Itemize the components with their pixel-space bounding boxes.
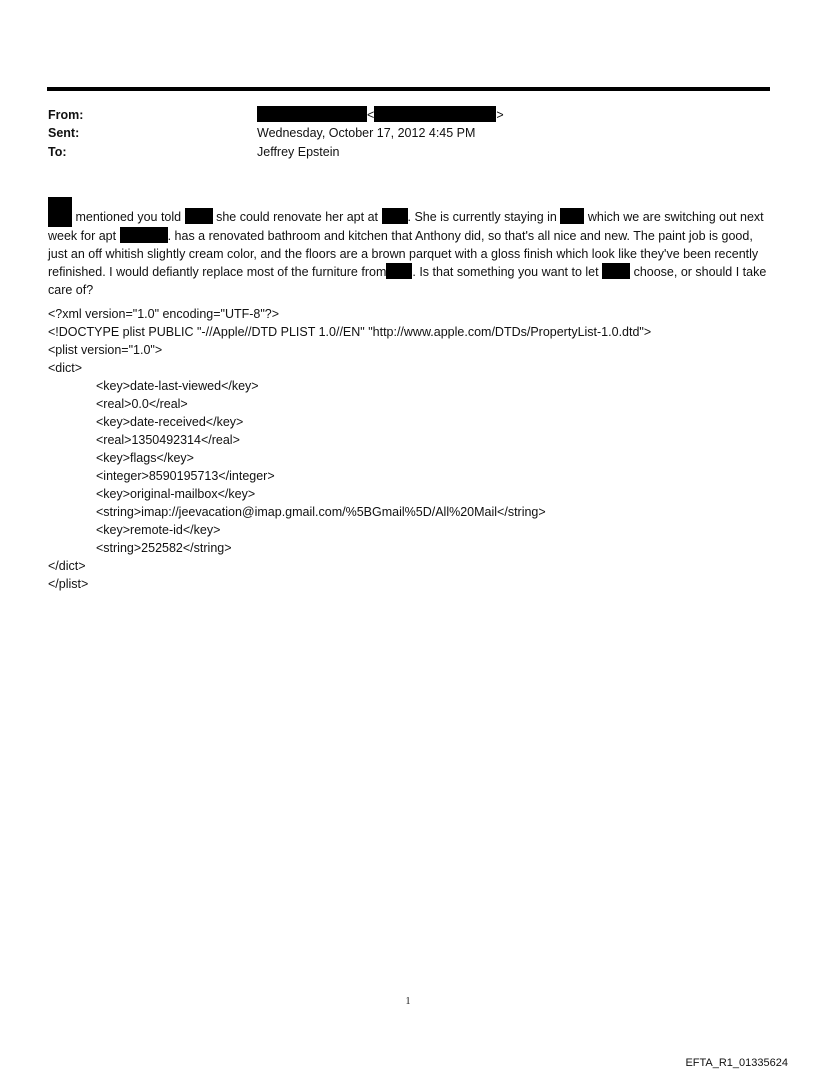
from-value [257,106,504,122]
xml-line: <string>252582</string> [96,541,232,555]
redaction-box [382,208,408,224]
sent-value: Wednesday, October 17, 2012 4:45 PM [257,126,476,140]
xml-line: <key>date-received</key> [96,415,244,429]
redaction-box [386,263,412,279]
message-text: mentioned you told [75,210,182,224]
xml-line: <string>imap://jeevacation@imap.gmail.com/%5BGmail%5D/All%20Mail</string> [96,505,546,519]
redaction-box [185,208,213,224]
to-value: Jeffrey Epstein [257,145,340,159]
xml-line: <key>remote-id</key> [96,523,221,537]
to-label: To: [48,145,67,159]
xml-line: <integer>8590195713</integer> [96,469,275,483]
xml-line: </plist> [48,577,89,591]
message-text: . Is that something you want to let [412,265,599,279]
redaction-box [257,106,367,122]
redaction-box [560,208,584,224]
xml-plist-block [48,305,651,593]
redaction-box [120,227,168,243]
redaction-box [48,197,72,227]
xml-line: <dict> [48,361,83,375]
xml-line: <key>original-mailbox</key> [96,487,256,501]
message-text: . [167,229,172,243]
from-label: From: [48,108,84,122]
message-text: . She is currently staying in [407,210,557,224]
message-text: choose, or should I take care of? [48,265,767,297]
xml-line: <?xml version="1.0" encoding="UTF-8"?> [48,307,280,321]
xml-line: <key>flags</key> [96,451,194,465]
header-rule [47,87,770,91]
message-text: which we are switching out next week for apt [48,210,764,243]
sent-label: Sent: [48,126,80,140]
page-number: 1 [405,996,411,1007]
from-email-open: < [367,108,375,122]
xml-line: <real>1350492314</real> [96,433,240,447]
xml-line: <!DOCTYPE plist PUBLIC "-//Apple//DTD PLIST 1.0//EN" "http://www.apple.com/DTDs/PropertyList-1.0.dtd"> [48,325,652,339]
xml-line: <plist version="1.0"> [48,343,163,357]
bates-number: EFTA_R1_01335624 [685,1057,788,1069]
message-text: she could renovate her apt at [216,210,379,224]
redaction-box [374,106,496,122]
message-text: has a renovated bathroom and kitchen that Anthony did, so that's all nice and new. The paint job is good, just an off whitish slightly cream color, and the floors are a brown parquet with a gloss finish which look like they've been recently refinished. I would defiantly replace most of the furniture from [48,229,759,279]
xml-line: </dict> [48,559,86,573]
redaction-box [602,263,630,279]
message-body [48,197,772,299]
xml-line: <real>0.0</real> [96,397,188,411]
from-email-close: > [496,108,504,122]
xml-line: <key>date-last-viewed</key> [96,379,259,393]
